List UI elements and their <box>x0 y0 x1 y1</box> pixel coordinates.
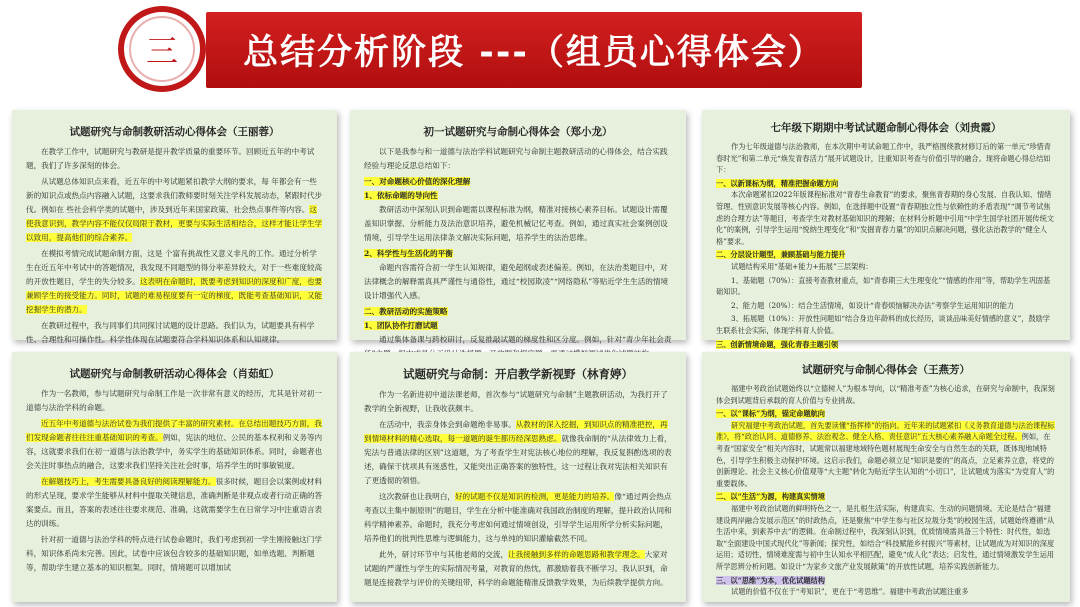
text-segment: 在教研过程中，我与同事们共同探讨试题的设计思路。我们认为，试题要具有科学性、合理性和可操作性。科学性体现在试题要符合学科知识体系和认知规律。 <box>26 321 315 344</box>
highlighted-text: 三、创新情境命题，强化青春主题引领 <box>716 339 839 349</box>
paragraph <box>716 189 1056 247</box>
text-segment: 以下是我参与和一道德与法治学科试题研究与命制主题教研活动的心得体会，结合实践经验与理论反思总结如下： <box>364 147 668 170</box>
section-heading <box>716 339 1056 351</box>
highlighted-text: 在解题技巧上，考生需要具备良好的阅读理解能力。 <box>41 477 216 486</box>
text-segment: 就像我命制的“从法律效力上看，宪法与普通法律的区别”这道题，为了考查学生对宪法核心地位的理解，我反复斟酌选项的表述，确保干扰项具有迷惑性，又能突出正确答案的独特性，这一过程让我对宪法相关知识有了更透彻的领悟。 <box>364 434 672 485</box>
card-body <box>364 388 672 590</box>
paragraph <box>26 417 323 473</box>
highlighted-text: 一、以新课标为纲，精准把握命题方向 <box>716 178 839 188</box>
section-heading <box>364 247 672 261</box>
text-segment: 例如，宪法的地位、公民的基本权利和义务等内容，这就要求我们在初一道德与法治教学中，务实学生的基础知识体系。同时，命题者也会关注时事热点的融合，这要求我们坚持关注社会时事，培养学生的时事敏锐度。 <box>26 433 323 470</box>
text-segment: 在模拟考情完成试题命制方面，这是 个富有挑战性又意义非凡的工作。通过分析学生在近五年中考试中的答题情况，我发现不同题型的得分率差异较大，对于一些难度较高的开放性题目，学生的失分较多。 <box>26 249 323 286</box>
text-segment: 命题内容需符合初一学生认知规律，避免超纲或表述偏差。例如，在法治类题目中，对法律概念的解释需真具严谨性与通俗性，通过“校园欺凌”“网络隐私”等贴近学生生活的情境设计增强代入感。 <box>364 263 669 300</box>
text-segment: 这次教研也让我明白， <box>379 492 455 501</box>
paragraph <box>364 548 672 590</box>
highlighted-text: 这表明在命题时，既要考虑到知识的深度和广度，也要兼顾学生的接受能力。同时，试题的难易程度要有一定的梯度，既能考查基础知识，又能挖掘学生的潜力。 <box>26 277 323 314</box>
text-segment: 作为一名新进初中道法课老师，首次参与“试题研究与命制”主题教研活动，为我打开了教学的全新视野，让我收获颇丰。 <box>364 390 668 413</box>
paragraph <box>716 300 1056 312</box>
reflection-card-xiao-ruhong <box>12 352 337 602</box>
reflection-card-wang-lirong <box>12 110 337 344</box>
text-segment: 像“通过两会热点考查以主集中制原则”的题目，学生在分析中能准确对我国政治制度的理解，提升政治认同和科学精神素养。命题时，我充分考虑如何通过情境创设，引导学生运用所学分析实际问题，培养他们的批判性思维与逻辑能力，这与单纯的知识灌输截然不同。 <box>364 492 672 543</box>
paragraph <box>26 475 323 531</box>
paragraph <box>716 503 1056 573</box>
text-segment: 试题结构采用“基础+能力+拓展”三层架构： <box>731 261 873 271</box>
paragraph <box>364 145 672 173</box>
text-segment: 作为七年级道德与法治教师，在本次期中考试命题工作中，我严格围绕教材修订后的第一单元“珍惜青春时光”和第二单元“焕发青春活力”展开试题设计，注重知识考查与价值引导的融合。现将命题心得总结如下： <box>716 142 1051 175</box>
section-heading <box>716 575 1056 587</box>
text-segment: 本次命题紧扣2022年版课程标准对“青春生命教育”的要求，聚焦青春期的身心发展、自我认知、情绪管理、性别意识发展等核心内容。例如，在选择题中设置“青春期独立性与依赖性的矛盾表现”“调节考试焦虑的合理方法”等题目，考查学生对教材基础知识的理解；在材料分析题中引用“中学生国学社团开展传统文化”的案例，引导学生运用“悦纳生理变化”和“发掘青春力量”的知识点解决问题，强化法治教学的“健全人格”要求。 <box>716 190 1054 246</box>
highlighted-text: 一、对命题核心价值的深化理解 <box>364 177 471 186</box>
card-body <box>716 141 1056 350</box>
card-title: 试题研究与命制教研活动心得体会（王丽蓉） <box>69 126 280 138</box>
highlighted-text: 1、团队协作打磨试题 <box>364 321 438 330</box>
highlighted-text: 研究福建中考政治试题，首先要读懂“指挥棒”的指向。近年来的试题紧扣《义务教育道德与法治课程标准》，将“政治认同、道德修养、法治观念、健全人格、责任意识”五大核心素养融入命题全过程。 <box>716 420 1055 442</box>
text-segment: 很多时候，题目会以案例或材料的形式呈现，要求学生能够从材料中提取关键信息，准确判断是非观点或者行动正确的答案要点。而且，答案的表述往往要求规范、准确，这就需要学生在日常学习中注重语言表达的训练。 <box>26 477 323 528</box>
reflection-card-liu-guixia <box>702 110 1070 349</box>
section-heading <box>716 178 1056 190</box>
text-segment: 在教学工作中，试题研究与教研是提升教学质量的重要环节。回顾近五年的中考试题，我们了许多深刻的体会。 <box>26 147 315 170</box>
highlighted-text: 好的试题不仅是知识的检测，更是能力的培养。 <box>454 492 615 501</box>
highlighted-text: 让我接触到多样的命题思路和教学理念。 <box>508 550 645 559</box>
paragraph <box>716 261 1056 273</box>
slide-title: 总结分析阶段 ---（组员心得体会） <box>243 33 825 73</box>
text-segment: 例如，在考查“国家安全”相关内容时，试题常以福建地域特色题材展现生命安全与自然生态的关联，既体现地域特色，引导学生积极主动保护环境。这启示我们，命题必须立足“知识是要的”的高点，立足素养立意，将党的创新理论、社会主义核心价值观等“大主题”转化为贴近学生认知的“小切口”，让试题成为落实“为党育人”的重要载体。 <box>716 432 1055 488</box>
highlighted-text: 1、依标命题的导向性 <box>364 191 438 200</box>
text-segment: 3、拓展题（10%）：开放性问题如“结合身边年龄料的成长经历，谈谈品味美好情感的意义”，鼓励学生联系社会实际，体现学科育人价值。 <box>716 314 1050 335</box>
highlighted-text: 2、科学性与生活化的平衡 <box>364 249 453 258</box>
paragraph <box>26 387 323 415</box>
text-segment: 针对初一道德与法治学科的特点进行试卷命题时，我们考虑到初一学生刚接触这门学科，知识体系尚未完善。因此，试卷中应该包含较多的基础知识题，如单选题、判断题等，帮助学生建立基本的知识框架。同时，情境题可以增加试 <box>26 535 322 572</box>
highlighted-text: 一、以“课标”为纲，锚定命题航向 <box>716 409 825 419</box>
section-heading <box>716 491 1056 503</box>
card-title: 试题研究与命制教研活动心得体会（肖茹虹） <box>69 368 280 380</box>
paragraph <box>364 418 672 488</box>
section-heading <box>716 249 1056 261</box>
highlighted-text: 这使我意识到，教学内容不能仅仅局限于教材，更要与实际生活相结合，这样才能让学生学以致用，提高他们的综合素养。 <box>26 205 323 242</box>
paragraph <box>716 275 1056 298</box>
highlighted-text: 二、教研活动的实施策略 <box>364 307 448 316</box>
text-segment: 福建中考政治试题的鲜明特色之一，是扎根生活实际，构建真实、生动的问题情境。无论是结合“福建建设两岸融合发展示范区”的时政热点，还是聚焦“中学生参与社区垃圾分类”的校园生活，试题始终遵循“从生活中来，到素养中去”的逻辑。在命制过程中，我深刻认识到，优质情境需具备三个特性：时代性，如选取“全面建设中国式现代化”等新闻；探究性，如结合“科技赋能乡村振兴”等素材，让试题成为对知识的深度运用；适切性，情境难度需与初中生认知水平相匹配，避免“成人化”表达；启发性，通过情境激发学生运用所学思辨分析问题。如设计“为家乡文旅产业发展献策”的开放性试题，培养实践创新能力。 <box>716 503 1055 571</box>
paragraph <box>716 141 1056 176</box>
text-segment: 试题的价值不仅在于“考知识”，更在于“考思维”。福建中考政治试题注重多 <box>731 587 969 597</box>
text-segment: 此外，研讨环节中与其他老师的交流， <box>379 550 509 559</box>
text-segment: 通过集体备课与跨校研讨，反复推敲试题的梯度性和区分度。例如，针对“青少年社会责 <box>379 335 672 344</box>
paragraph <box>26 247 323 317</box>
paragraph <box>26 175 323 245</box>
card-body <box>364 145 672 361</box>
section-heading <box>364 319 672 333</box>
paragraph <box>364 261 672 303</box>
section-number: 三 <box>129 16 195 82</box>
highlighted-text: 二、分层设计题型，兼顾基础与能力提升 <box>716 250 846 260</box>
section-heading <box>364 189 672 203</box>
reflection-card-wang-yanfang <box>702 352 1070 602</box>
paragraph <box>26 145 323 173</box>
paragraph <box>716 586 1056 598</box>
paragraph <box>364 203 672 245</box>
card-title: 初一试题研究与命制心得体会（郑小龙） <box>423 126 613 138</box>
text-segment: 福建中考政治试题始终以“立德树人”为根本导向，以“精准考查”为核心追求，在研究与命制中，我深刻体会到试题背后承载的育人价值与专业挑战。 <box>716 384 1055 405</box>
text-segment: 从试题总体知识点来看，近五年的中考试题紧扣教学大纲的要求，每 年都会有一些新的知识点或热点内容融入试题，这要求我们教师要时刻关注学科发展动态，紧跟时代步伐。例如在 些社会科学类的试题中，涉及到近年来国家政策、社会热点事件等内容。 <box>26 177 323 214</box>
paragraph <box>26 319 323 347</box>
highlighted-text: 近五年中考道德与法治试卷为我们提供了丰富的研究素材。在总结出题技巧方面，我们发现命题者往往注重基础知识的考查。 <box>26 419 322 442</box>
card-title: 试题研究与命制：开启教学新视野（林育婷） <box>403 367 633 381</box>
card-body <box>26 387 323 575</box>
paragraph <box>364 490 672 546</box>
text-segment: 大家对试题的严谨性与学生的实际情况考量，对教育的热忱，都激励着我不断学习。我认识到，命题是连接教学与评价的关键纽带，科学的命题能精准反馈教学效果，为后续教学提供方向。 <box>364 550 668 587</box>
card-body <box>26 145 323 347</box>
highlighted-text: 三、以“思维”为本，优化试题结构 <box>716 575 825 585</box>
text-segment: 教研活动中深刻认识到命题需以课程标准为纲，精准对接核心素养目标。试题设计需覆盖知识掌握、分析能力及法治意识培养，避免机械记忆考查。例如，通过真实社会案例创设情境，引导学生运用法律条文解决实际问题，培养学生的法治思维。 <box>364 205 668 242</box>
reflection-card-lin-yuting <box>350 352 686 602</box>
section-number-badge <box>118 6 206 92</box>
highlighted-text: 从教材的深入挖掘，到知识点的精准把控，再到情境材料的精心选取，每一道题的诞生都历经深思熟虑。 <box>364 420 668 443</box>
reflection-card-zheng-xiaolong <box>350 110 686 344</box>
paragraph <box>716 313 1056 336</box>
header <box>0 0 1080 98</box>
card-title: 七年级下期期中考试试题命制心得体会（刘贵霞） <box>770 122 1002 134</box>
text-segment: 1、基础题（70%）：直接考查教材重点，如“青春期三大生理变化”“情感的作用”等，帮助学生巩固基础知识。 <box>716 275 1051 297</box>
card-title: 试题研究与命制心得体会（王燕芳） <box>802 364 970 376</box>
text-segment: 2、能力题（20%）：结合生活情境，如设计“青春烦恼解决办法”考察学生运用知识的能力 <box>731 300 1015 310</box>
paragraph <box>716 383 1056 406</box>
title-banner <box>206 12 862 88</box>
section-heading <box>364 175 672 189</box>
section-heading <box>716 408 1056 420</box>
highlighted-text: 二、以“生活”为源，构建真实情境 <box>716 492 825 502</box>
text-segment: 作为一名教师，参与试题研究与命制工作是一次非常有意义的经历，尤其是针对初一道德与法治学科的命题。 <box>26 389 322 412</box>
card-body <box>716 383 1056 598</box>
paragraph <box>26 533 323 575</box>
section-heading <box>364 305 672 319</box>
text-segment: 在活动中，我亲身体会到命题绝非易事。 <box>379 420 516 429</box>
paragraph <box>716 420 1056 490</box>
paragraph <box>364 388 672 416</box>
